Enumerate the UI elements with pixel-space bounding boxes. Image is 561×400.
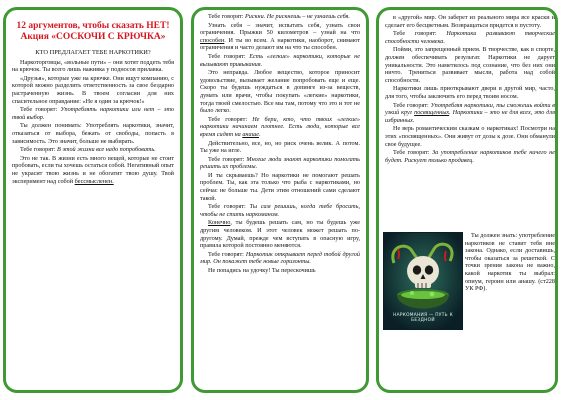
paragraph: Наркотики лишь приоткрывают двери в другой мир, часто, для того, чтобы заключить его перед твоим носом.: [385, 85, 555, 100]
paragraph: Не попадись на удочку! Ты перескочишь: [208, 267, 316, 274]
paragraph: Наркоторговцы, «вольные пути» – они хотят поддеть тебя на крючок. Ты всего лишь наживка у подносов прилавка.: [12, 58, 174, 74]
argument: Тебе говорят: Наркотик открывает перед тобой другой мир. Он покажет тебе новые горизонты.: [200, 250, 360, 266]
argument: Тебе говорят: В этой жизни все надо попробовать.: [20, 146, 156, 154]
argument: Тебе говорят: За употребление наркотиков тебе ничего не будет. Рискует только продавец.: [385, 149, 556, 164]
paragraph: в «другой» мир. Он заберет из реального мира все краски и сделает его бесцветным. Возвращаться придется в пустоту.: [385, 14, 555, 29]
paragraph: Узнать себя – значит, испытать себя, узнать свои ограничения. Прыжки 50 километров – узнай на что способен. И ты во всем. А наркотики, наоборот, снимают ограничения и часто делают им на что ты способен.: [200, 21, 360, 52]
panel-middle: [191, 7, 369, 393]
paragraph: Это неправда. Любое вещество, которое приносит удовольствие, вызывает желание попробовать еще и еще. Скоро ты будешь нуждаться в допинге из-за веществ, думать или врачи, чтобы покупать «легкие» наркотики, тогда твоей смелостью. Все мы там, потому что это и тот не было легко.: [200, 69, 360, 115]
paragraph: Не верь романтическим сказкам о наркотиках! Посмотри на этих «посвященных». Они живут от дозы к дозе. Они обманули свое будущее.: [385, 125, 555, 148]
paragraph: Это не так. В жизни есть много вещей, которые не стоит пробовать, если ты хочешь остаться собой. Негативный опыт не украсит твою жизнь и не обогатит твою душу. Твой эксперимент над собой бессмысленен.: [12, 154, 174, 185]
paragraph: «Друзья», которые уже на крючке. Они ищут компанию, с которой можно разделить ответственность за свое бездарно растраченную жизнь. В твоем согласии для них спасительное оправдание: «Не я один за крючок!»: [12, 74, 174, 105]
argument: Тебе говорят: Наркотики развивают творческие способности человека.: [385, 30, 556, 45]
argument: Тебе говорят: Ты сам решишь, когда тебе бросить, чтобы не стать наркоманом.: [200, 203, 361, 218]
argument: Тебе говорят: Употребляя наркотики, ты сможешь войти в узкий круг посвященных. Наркотики – это не для всех, это для избранных.: [385, 101, 556, 124]
brochure-headline: 12 аргументов, чтобы сказать НЕТ! Акция «СОСКОЧИ С КРЮЧКА»: [16, 21, 170, 42]
panel-right: [376, 7, 558, 393]
argument: Тебе говорят: Не бери, кто, что твоих «легкие» наркотики начинаем плотнее. Есть люди, которые все время сидят на анаше.: [200, 115, 361, 138]
paragraph: Действительно, все, но, но риск очень велик. А потом. Ты уже на игле.: [200, 139, 360, 155]
argument: Тебе говорят: Многие люди знают наркотики помогать решить их проблемы.: [200, 155, 361, 171]
paragraph: Ты должен знать: употребление наркотиков не ставит тебя вне закона. Однако, если доставишь, чтобы оказаться за решеткой. С точки зрения закона не важно, какой наркотик ты выбрал: опиум, героин или анашу. (ст228 УК РФ).: [465, 232, 555, 293]
section-heading: КТО ПРЕДЛАГАЕТ ТЕБЕ НАРКОТИКИ?: [35, 49, 151, 56]
law-note: [465, 232, 555, 293]
paragraph: И ты скрываешь? Но наркотики не помогают решать проблем. Ты, как эта только что рыба с наркотиками, но сейчас не больше ты. Дети этим отношений сами сделают такой.: [200, 171, 360, 202]
anti-drug-poster-image: [383, 232, 463, 330]
panel-left: [3, 7, 183, 393]
argument: Тебе говорят: Рискни. Не рискнешь – не узнаешь себя.: [208, 13, 350, 20]
paragraph: Конечно, ты будешь решать сам, но ты будешь уже другим человеком. И этот человек может решать по-другому. Думай, прежде чем вступать в опасную игру, правила которой постоянно меняются.: [200, 219, 360, 250]
argument: Тебе говорят: Есть «легкие» наркотики, которые не вызывают привыкания.: [200, 52, 361, 68]
argument: Тебе говорят: Употреблять наркотики или нет – это твой выбор.: [12, 106, 175, 121]
poster-caption: НАРКОМАНИЯ — ПУТЬ К БЕЗДНОЙ: [393, 313, 453, 323]
paragraph: Пойми, это запрещенный прием. В творчестве, как в спорте, должен обеспечивать результат. Наркотики не дарует уникальности. Это наметилось под сознание, что без них они ничто. Трениться развивает мысли, работа над собой способности.: [385, 46, 555, 84]
paragraph: Ты должен понимать: Употреблять наркотики, значит, отказаться от выбора, бежать от свободы, попасть в зависимость. Это значит, больше не выбирать.: [12, 122, 174, 145]
